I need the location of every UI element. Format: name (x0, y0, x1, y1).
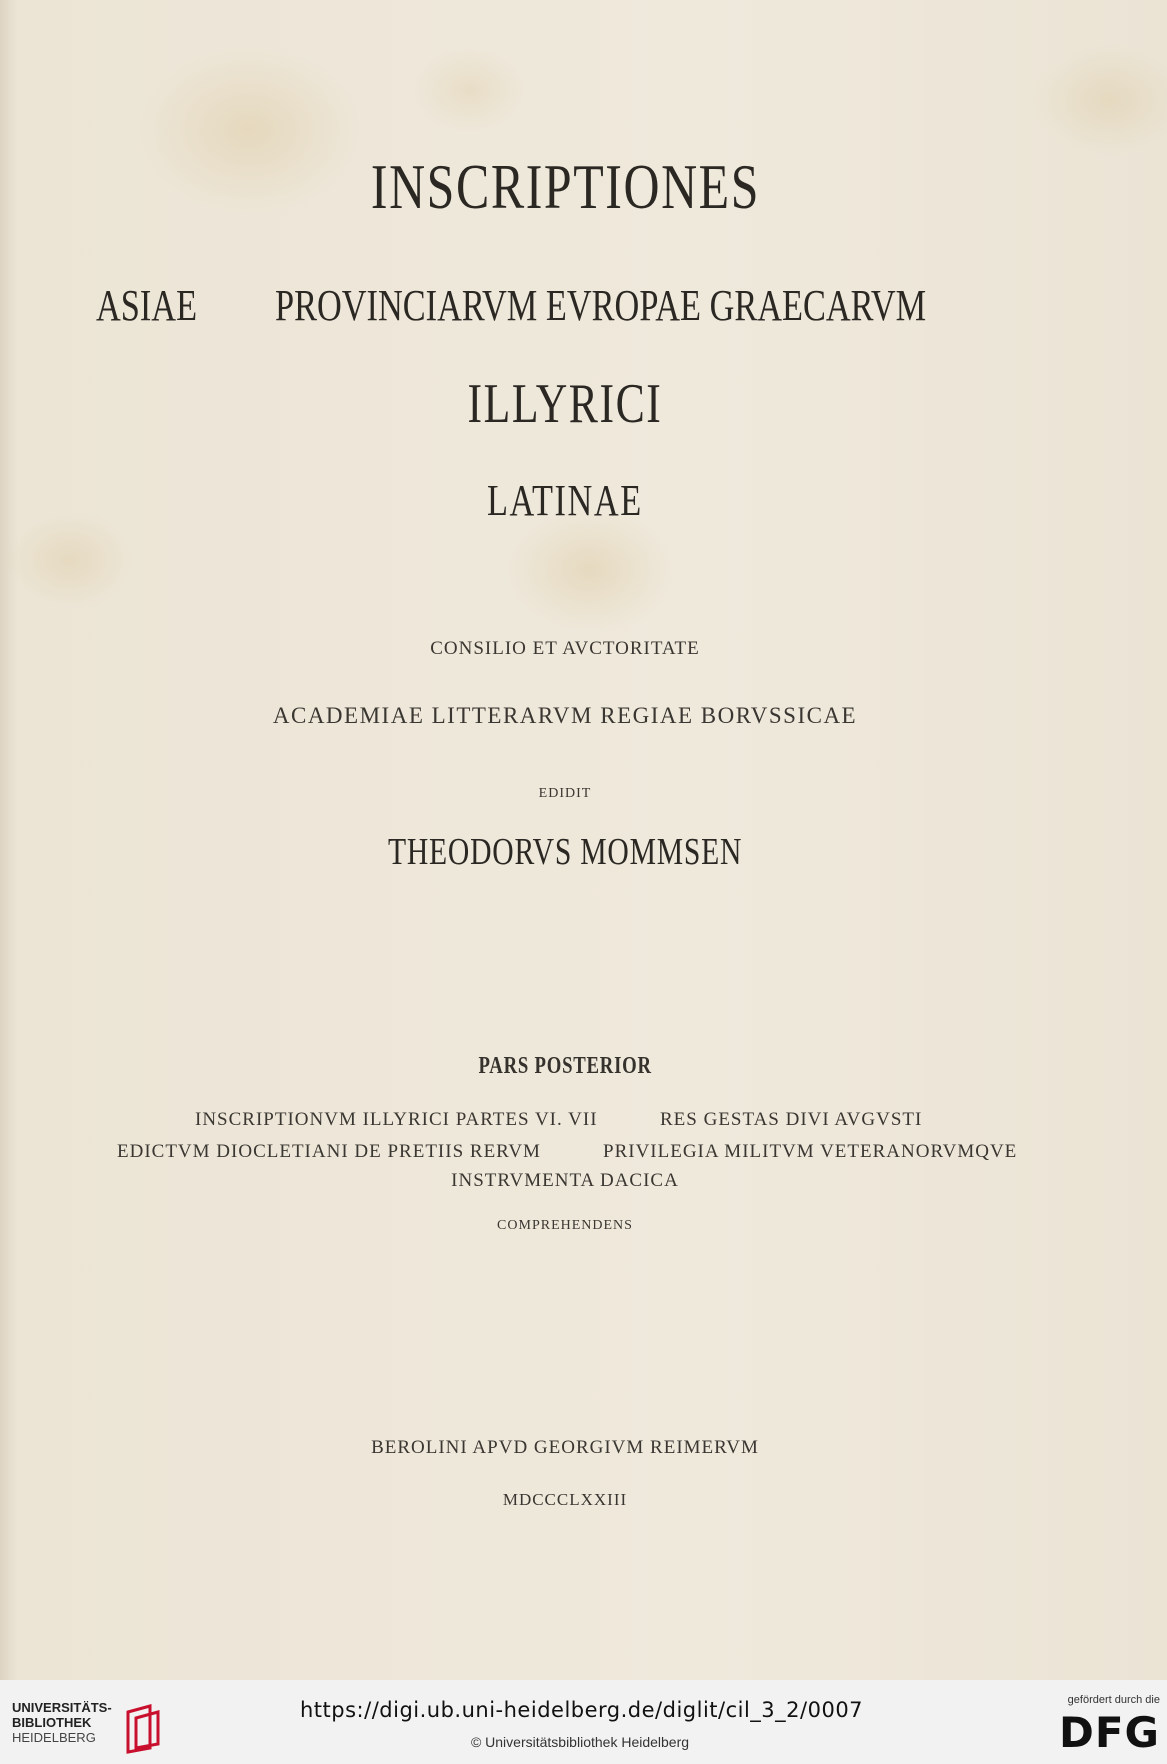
ub-heidelberg-logo[interactable] (12, 1700, 172, 1754)
publisher-line: BEROLINI APVD GEORGIVM REIMERVM (371, 1437, 759, 1458)
contents-item: RES GESTAS DIVI AVGVSTI (660, 1109, 923, 1130)
editor-label: EDIDIT (538, 786, 592, 801)
title-inscriptiones: INSCRIPTIONES (370, 151, 760, 222)
editor-name: THEODORVS MOMMSEN (387, 831, 743, 873)
part-heading: PARS POSTERIOR (478, 1053, 652, 1079)
dfg-logo[interactable] (1035, 1694, 1160, 1758)
title-provinciarum: PROVINCIARVM EVROPAE GRAECARVM (275, 281, 927, 330)
contents-item: INSCRIPTIONVM ILLYRICI PARTES VI. VII (195, 1109, 598, 1130)
viewer-footer (0, 1680, 1167, 1764)
comprehendens-label: COMPREHENDENS (497, 1218, 633, 1233)
library-name-line-1: UNIVERSITÄTS- (12, 1700, 112, 1715)
library-name-line-2: BIBLIOTHEK (12, 1715, 92, 1730)
title-latinae: LATINAE (487, 476, 643, 525)
permalink-url[interactable]: https://digi.ub.uni-heidelberg.de/diglit/cil_3_2/0007 (300, 1698, 864, 1722)
auspices-line-2: ACADEMIAE LITTERARVM REGIAE BORVSSICAE (272, 703, 858, 728)
funder-wordmark: DFG (1058, 1708, 1160, 1757)
contents-item: PRIVILEGIA MILITVM VETERANORVMQVE (603, 1141, 1018, 1162)
library-name-line-3: HEIDELBERG (12, 1730, 96, 1745)
title-asiae: ASIAE (96, 281, 198, 330)
contents-item: INSTRVMENTA DACICA (451, 1170, 679, 1191)
funding-note: gefördert durch die (1067, 1694, 1160, 1706)
publication-year: MDCCCLXXIII (502, 1490, 628, 1509)
contents-item: EDICTVM DIOCLETIANI DE PRETIIS RERVM (117, 1141, 541, 1162)
title-illyrici: ILLYRICI (467, 373, 663, 435)
copyright-notice: © Universitätsbibliothek Heidelberg (470, 1734, 690, 1750)
auspices-line-1: CONSILIO ET AVCTORITATE (430, 638, 700, 659)
ub-emblem-icon (120, 1704, 166, 1754)
